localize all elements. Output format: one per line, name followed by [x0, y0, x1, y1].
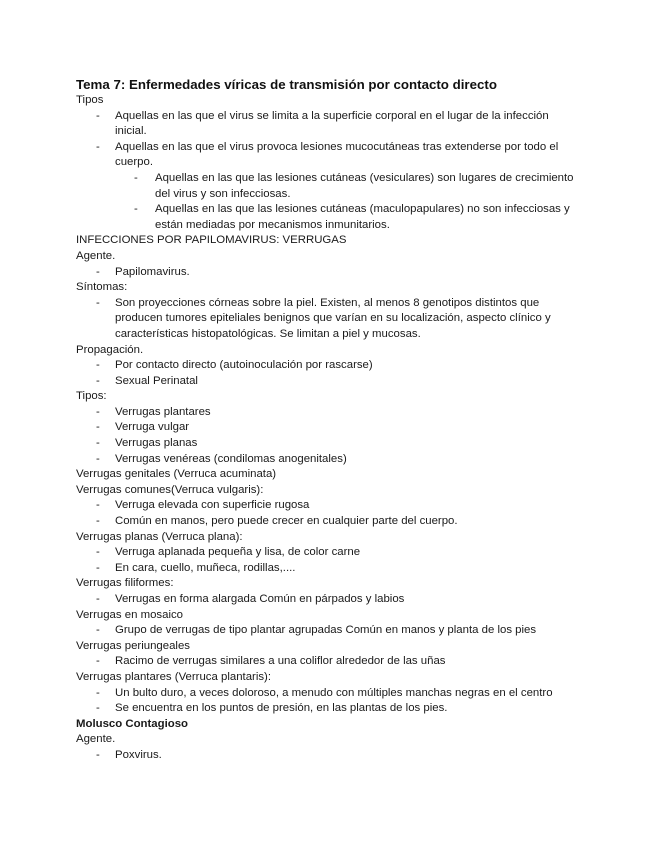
- list-item: - Verrugas planas: [76, 436, 581, 452]
- list-item: - En cara, cuello, muñeca, rodillas,....: [76, 561, 581, 577]
- heading-comunes: Verrugas comunes(Verruca vulgaris):: [76, 483, 264, 496]
- list-item: - Verrugas venéreas (condilomas anogenitales): [76, 452, 581, 468]
- list-item: - Verruga vulgar: [76, 420, 581, 436]
- list-item: - Son proyecciones córneas sobre la piel. Existen, al menos 8 genotipos distintos que producen tumores epiteliales benignos que varían en su localización, aspecto clínico y características histopatológicas. Se limitan a piel y mucosas.: [76, 296, 581, 343]
- heading-tipos-verrugas: Tipos:: [76, 390, 107, 403]
- section-heading-molusco: Molusco Contagioso: [76, 717, 189, 730]
- list-item: - Verrugas en forma alargada Común en párpados y labios: [76, 592, 581, 608]
- list-item: - Por contacto directo (autoinoculación por rascarse): [76, 358, 581, 374]
- document-title: Tema 7: Enfermedades víricas de transmisión por contacto directo: [76, 77, 497, 92]
- heading-propagacion: Propagación.: [76, 343, 144, 356]
- heading-sintomas: Síntomas:: [76, 281, 128, 294]
- heading-filiformes: Verrugas filiformes:: [76, 577, 174, 590]
- heading-periungeales: Verrugas periungeales: [76, 639, 190, 652]
- list-item: - Racimo de verrugas similares a una coliflor alrededor de las uñas: [76, 654, 581, 670]
- list-item: - Sexual Perinatal: [76, 374, 581, 390]
- list-item: - Grupo de verrugas de tipo plantar agrupadas Común en manos y planta de los pies: [76, 623, 581, 639]
- list-item: - Poxvirus.: [76, 748, 581, 764]
- sub-list-item: - Aquellas en las que las lesiones cutáneas (maculopapulares) no son infecciosas y están mediadas por mecanismos inmunitarios.: [76, 202, 581, 233]
- heading-plantares: Verrugas plantares (Verruca plantaris):: [76, 670, 272, 683]
- heading-agente-molusco: Agente.: [76, 733, 116, 746]
- list-item: - Aquellas en las que el virus se limita a la superficie corporal en el lugar de la infección inicial.: [76, 109, 581, 140]
- section-heading-tipos: Tipos: [76, 94, 104, 106]
- list-item: - Verruga aplanada pequeña y lisa, de color carne: [76, 545, 581, 561]
- list-item: - Común en manos, pero puede crecer en cualquier parte del cuerpo.: [76, 514, 581, 530]
- heading-agente: Agente.: [76, 249, 116, 262]
- list-item: - Papilomavirus.: [76, 265, 581, 281]
- list-item: - Aquellas en las que el virus provoca lesiones mucocutáneas tras extenderse por todo el cuerpo.: [76, 140, 581, 171]
- heading-mosaico: Verrugas en mosaico: [76, 608, 184, 621]
- heading-genitales: Verrugas genitales (Verruca acuminata): [76, 468, 277, 481]
- sub-list-item: - Aquellas en las que las lesiones cutáneas (vesiculares) son lugares de crecimiento del virus y son infecciosas.: [76, 171, 581, 202]
- list-item: - Se encuentra en los puntos de presión, en las plantas de los pies.: [76, 701, 581, 717]
- section-heading-verrugas: INFECCIONES POR PAPILOMAVIRUS: VERRUGAS: [76, 234, 347, 247]
- list-item: - Verruga elevada con superficie rugosa: [76, 498, 581, 514]
- document-page: [76, 77, 581, 764]
- heading-planas: Verrugas planas (Verruca plana):: [76, 530, 243, 543]
- list-item: - Verrugas plantares: [76, 405, 581, 421]
- list-item: - Un bulto duro, a veces doloroso, a menudo con múltiples manchas negras en el centro: [76, 686, 581, 702]
